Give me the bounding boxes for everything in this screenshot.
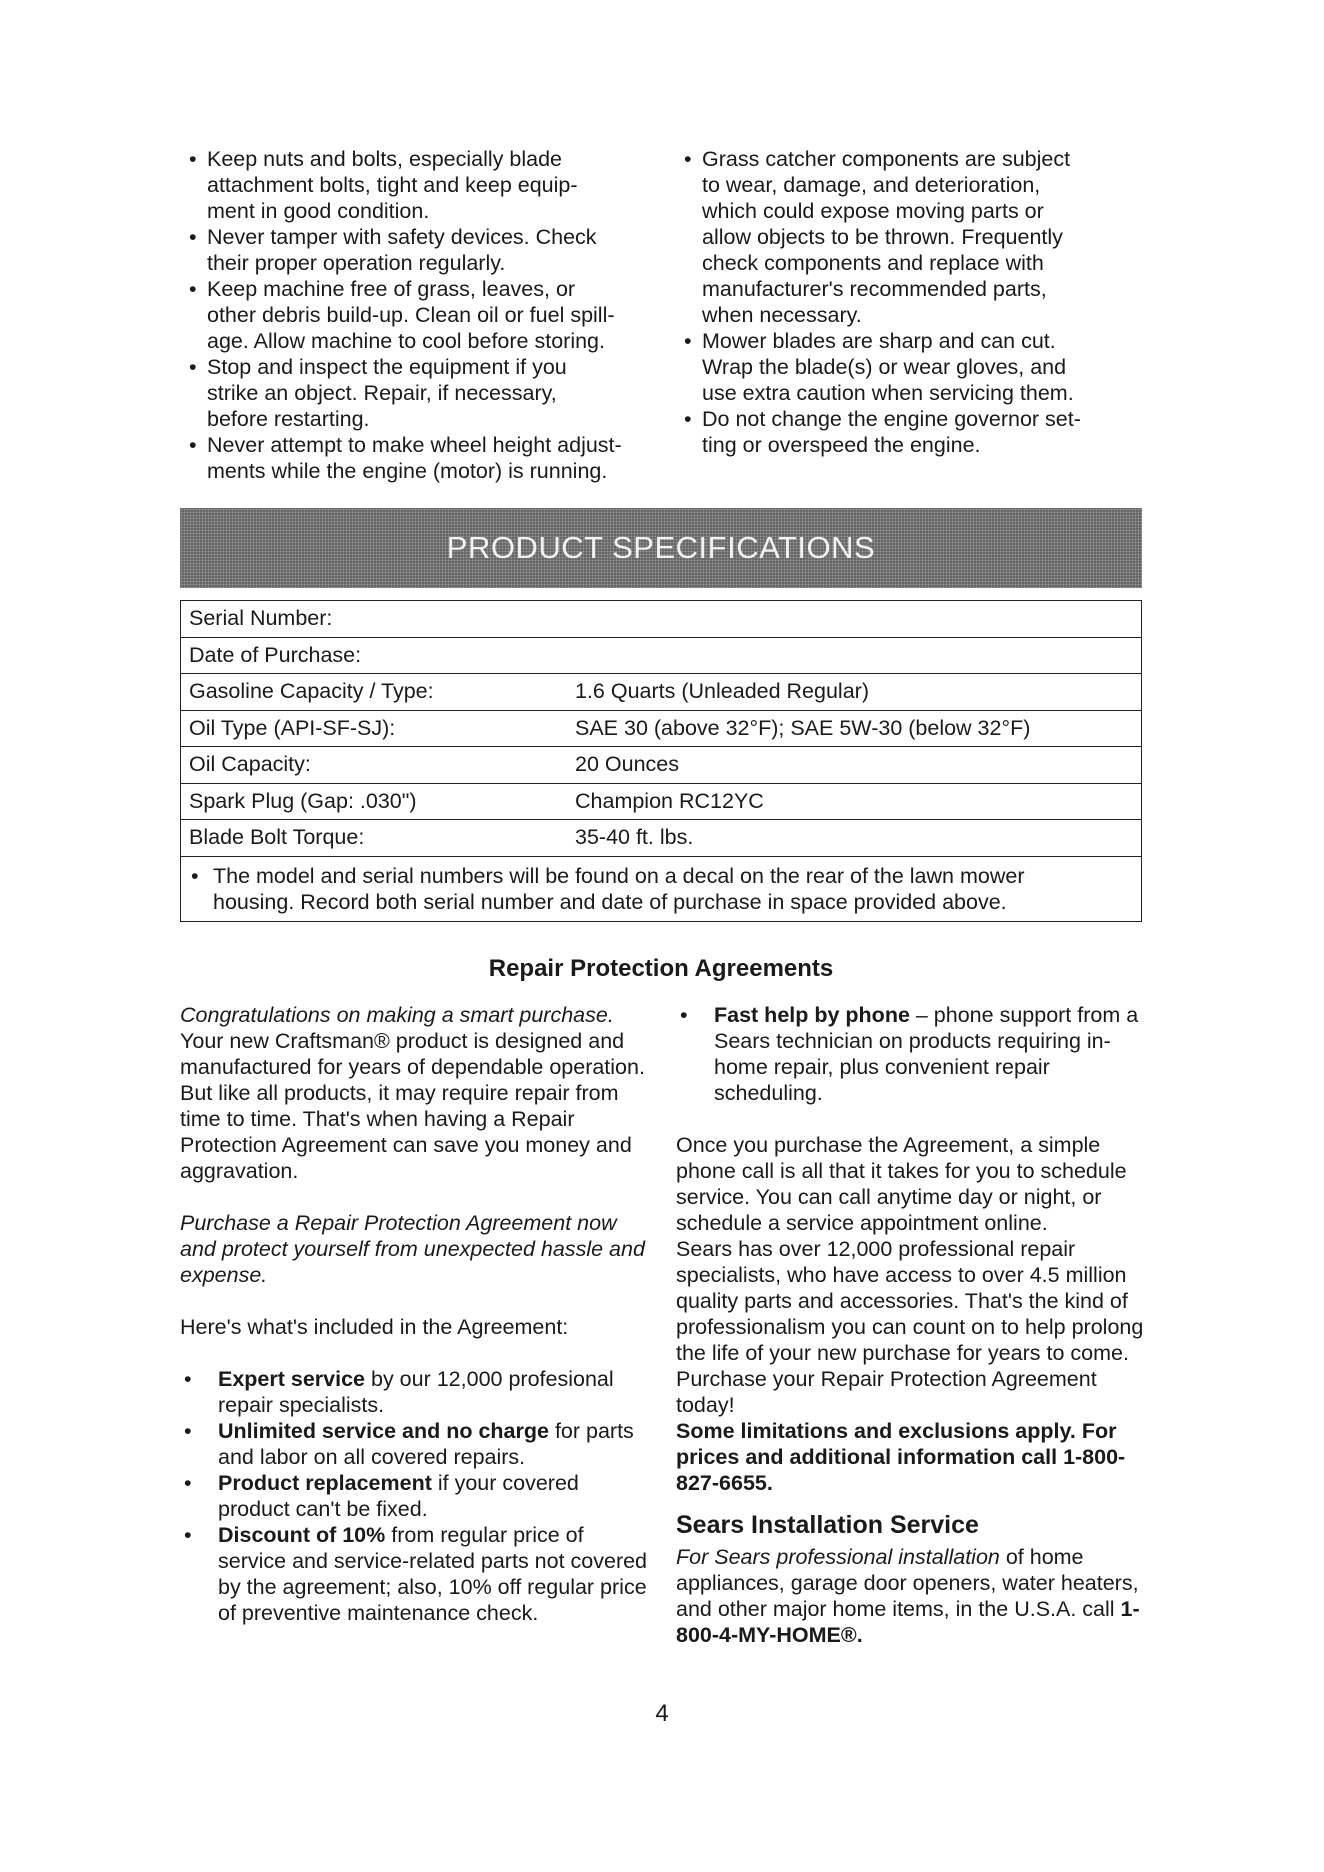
spec-label: Blade Bolt Torque: [189,825,365,850]
spec-value: Champion RC12YC [575,788,764,813]
install-text: For Sears professional installation of home appliances, garage door openers, water heaters, and other major home items, in the U.S.A. call 1-800-4-MY-HOME®. [676,1545,1140,1647]
install-heading: Sears Installation Service [676,1511,979,1539]
rpa-benefits-list [180,1366,650,1626]
safety-item: • Never attempt to make wheel height adjust- ments while the engine (motor) is running. [185,432,655,484]
benefit-item: • Unlimited service and no charge for parts and labor on all covered repairs. [180,1418,650,1470]
spec-title: PRODUCT SPECIFICATIONS [446,530,876,565]
spec-row [181,638,1141,675]
rpa-benefits-list-cont [676,1002,1156,1106]
rpa-heading: Repair Protection Agreements [488,955,834,982]
benefit-item: • Discount of 10% from regular price of service and service-related parts not covered by the agreement; also, 10% off regular price of preventive maintenance check. [180,1522,650,1626]
spec-banner [180,508,1142,588]
page-number: 4 [655,1700,669,1727]
safety-item: • Do not change the engine governor set- ting or overspeed the engine. [680,406,1150,458]
spec-value: 1.6 Quarts (Unleaded Regular) [575,679,869,704]
safety-item: • Mower blades are sharp and can cut. Wrap the blade(s) or wear gloves, and use extra caution when servicing them. [680,328,1150,406]
rpa-limits-text: Some limitations and exclusions apply. For prices and additional information call 1-800-827-6655. [676,1419,1126,1495]
benefit-item: • Fast help by phone – phone support from a Sears technician on products requiring in-home repair, plus convenient repair scheduling. [676,1002,1156,1106]
spec-label: Date of Purchase: [189,642,362,667]
spec-table [180,600,1142,922]
benefit-item: • Product replacement if your covered product can't be fixed. [180,1470,650,1522]
spec-row [181,674,1141,711]
spec-label: Serial Number: [189,606,333,631]
safety-item: • Stop and inspect the equipment if you strike an object. Repair, if necessary, before restarting. [185,354,655,432]
spec-value: 35-40 ft. lbs. [575,825,694,850]
safety-item: • Grass catcher components are subject to wear, damage, and deterioration, which could expose moving parts or allow objects to be thrown. Frequently check components and replace with manufacturer's recommended parts, when necessary. [680,146,1150,328]
spec-label: Oil Type (API-SF-SJ): [189,715,396,740]
install-phone: 1-800-4-MY-HOME®. [676,1597,1140,1647]
spec-row [181,711,1141,748]
spec-value: 20 Ounces [575,752,679,777]
spec-label: Gasoline Capacity / Type: [189,679,434,704]
spec-label: Oil Capacity: [189,752,311,777]
spec-row [181,784,1141,821]
rpa-sears-text: Sears has over 12,000 professional repair specialists, who have access to over 4.5 million quality parts and accessories. That's the kind of professionalism you can count on to help prolong the life of your new purchase for years to come. Purchase your Repair Protection Agreement today! [676,1237,1144,1417]
rpa-purchase-note: Purchase a Repair Protection Agreement now and protect yourself from unexpected hassle and expense. [180,1211,645,1287]
spec-note: • The model and serial numbers will be found on a decal on the rear of the lawn mower housing. Record both serial number and date of purchase in space provided above. [181,857,1141,921]
rpa-intro: Congratulations on making a smart purchase. Your new Craftsman® product is designed and manufactured for years of dependable operation. But like all products, it may require repair from time to time. That's when having a Repair Protection Agreement can save you money and aggravation. [180,1003,645,1183]
rpa-included-label: Here's what's included in the Agreement: [180,1315,569,1339]
safety-list-left [185,146,655,484]
spec-value: SAE 30 (above 32°F); SAE 5W-30 (below 32°F) [575,715,1031,740]
spec-row [181,747,1141,784]
spec-row [181,820,1141,857]
rpa-once-text: Once you purchase the Agreement, a simple phone call is all that it takes for you to schedule service. You can call anytime day or night, or schedule a service appointment online. [676,1133,1127,1235]
safety-list-right [680,146,1150,458]
benefit-item: • Expert service by our 12,000 profesional repair specialists. [180,1366,650,1418]
rpa-left-column [180,1002,650,1626]
rpa-right-column [676,1002,1156,1648]
safety-item: • Keep machine free of grass, leaves, or other debris build-up. Clean oil or fuel spill- age. Allow machine to cool before storing. [185,276,655,354]
spec-label: Spark Plug (Gap: .030") [189,788,417,813]
spec-row [181,601,1141,638]
safety-item: • Keep nuts and bolts, especially blade attachment bolts, tight and keep equip- ment in good condition. [185,146,655,224]
safety-item: • Never tamper with safety devices. Check their proper operation regularly. [185,224,655,276]
